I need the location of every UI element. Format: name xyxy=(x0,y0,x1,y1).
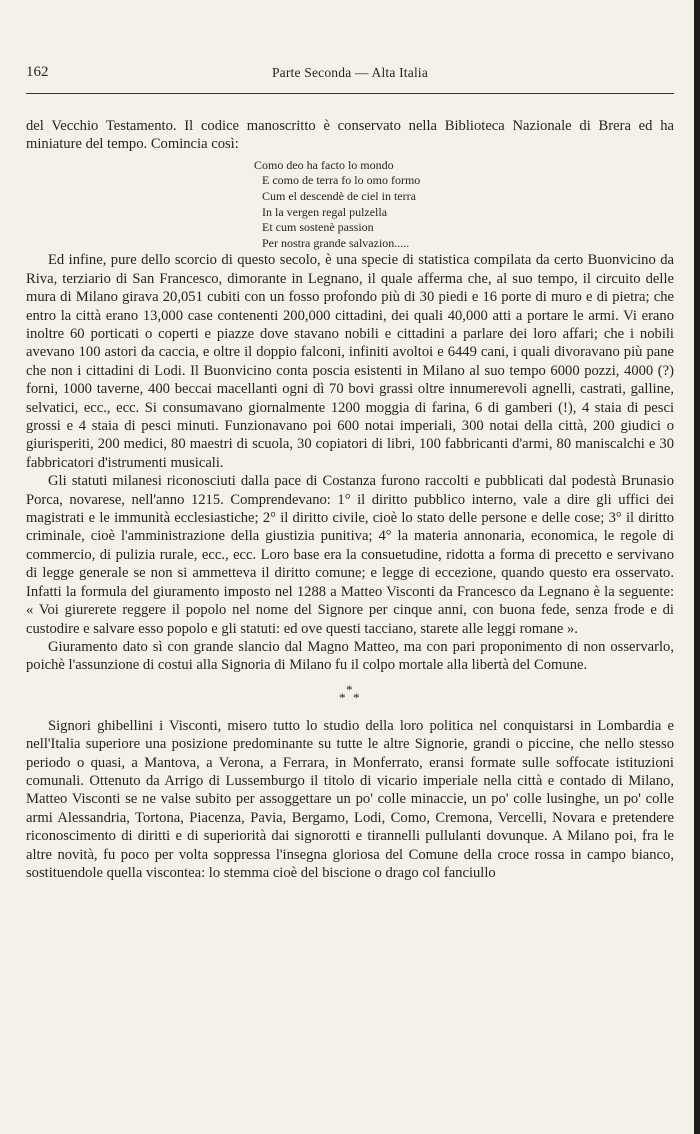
paragraph-5: Signori ghibellini i Visconti, misero tutto lo studio della loro politica nel conquistarsi in Lombardia e nell'Italia superiore una posizione predominante su tutte le altre Signorie, grandi o piccine, che nello stesso periodo o quasi, a Mantova, a Verona, a Ferrara, in Monferrato, eransi formate sulle soffocate istituzioni comunali. Ottenuto da Arrigo di Lussemburgo il titolo di vicario imperiale nella città e contado di Milano, Matteo Visconti se ne valse subito per assoggettare un po' colle minaccie, un po' colle lusinghe, un po' colle armi Alessandria, Tortona, Piacenza, Pavia, Bergamo, Lodi, Como, Cremona, Vercelli, Novara e pretendere riconoscimento di diritti e di superiorità dai signorotti e tirannelli pullulanti dovunque. A Milano poi, fra le altre novità, fu poco per volta soppressa l'insegna gloriosa del Comune della croce rossa in campo bianco, sostituendole quella viscontea: lo stemma cioè del biscione o drago col fanciullo xyxy=(26,717,674,881)
paragraph-3: Gli statuti milanesi riconosciuti dalla pace di Costanza furono raccolti e pubblicati dal podestà Brunasio Porca, novarese, nell'anno 1215. Comprendevano: 1° il diritto pubblico interno, vale a dire gli uffici dei magistrati e le immunità ecclesiastiche; 2° il diritto civile, cioè lo stato delle persone e delle cose; 3° il diritto criminale, cioè l'amministrazione della giustizia punitiva; 4° la materia annonaria, economica, le regole di commercio, di pulizia rurale, ecc., ecc. Loro base era la consuetudine, ridotta a forma di precetto e servivano di legge generale se non si ammetteva il diritto comune; e legge di eccezione, quando questo era osservato. Infatti la formula del giuramento imposto nel 1288 a Matteo Visconti da Francesco da Legnano è la seguente: « Voi giurerete reggere il popolo nel nome del Signore per cinque anni, con buona fede, senza frode e di custodire e salvare esso popolo e gli statuti: ed ove questi tacciano, starete alle leggi romane ». xyxy=(26,473,674,637)
verse-line: Cum el descendè de ciel in terra xyxy=(262,189,416,203)
verse-line: E como de terra fo lo omo formo xyxy=(262,173,421,188)
verse-line: Per nostra grande salvazion..... xyxy=(262,235,410,250)
asterism-star: * xyxy=(346,681,353,697)
paragraph-1: del Vecchio Testamento. Il codice manoscritto è conservato nella Biblioteca Nazionale di Brera ed ha miniature del tempo. Comincia così: xyxy=(26,118,674,153)
page-body xyxy=(26,117,674,882)
verse-line: In la vergen regal pulzella xyxy=(262,204,388,219)
asterism-star: * xyxy=(339,689,346,705)
section-asterism xyxy=(26,675,674,717)
verse-block xyxy=(254,158,674,252)
running-head: Parte Seconda — Alta Italia xyxy=(271,65,429,80)
paragraph-4: Giuramento dato sì con grande slancio dal Magno Matteo, ma con pari proponimento di non osservarlo, poichè l'assunzione di costui alla Signoria di Milano fu il colpo mortale alla libertà del Comune. xyxy=(26,638,674,674)
asterism-star: * xyxy=(353,689,360,705)
paragraph-2: Ed infine, pure dello scorcio di questo secolo, è una specie di statistica compilata da certo Buonvicino da Riva, terziario di San Francesco, dimorante in Legnano, il quale afferma che, al suo tempo, il circuito delle mura di Milano girava 20,051 cubiti con un fosso profondo più di 30 piedi e 16 porte di muro e di pietra; che entro la città erano 13,000 case contenenti 200,000 cittadini, dei quali 40,000 atti a portare le armi. Vi erano inoltre 60 porticati o coperti e piazze dove stavano nobili e cittadini a parlare dei loro affari; che i nobili avevano 100 astori da caccia, e oltre il doppio falconi, infiniti avoltoi e 6449 cani, i quali divoravano più pane che non i cittadini di Lodi. Il Buonvicino conta poscia esistenti in Milano al suo tempo 6000 pozzi, 4000 (?) forni, 1000 taverne, 400 beccai macellanti ogni dì 70 bovi grassi oltre innumerevoli agnelli, castrati, galline, selvatici, ecc., ecc. Si consumavano giornalmente 1200 moggia di farina, 6 di gamberi (!), 4 staia di pesci grossi e 4 staia di pesci minuti. Funzionavano poi 600 notai imperiali, 300 notai della città, 200 giudici o giurisperiti, 200 medici, 80 maestri di scuola, 30 copiatori di libri, 100 fabbricanti d'armi, 80 maniscalchi e 30 fabbricatori d'istrumenti musicali. xyxy=(26,252,674,471)
page-number: 162 xyxy=(26,64,49,80)
verse-line: Et cum sostenè passion xyxy=(262,220,374,235)
page-header xyxy=(26,64,674,86)
page-edge-shadow xyxy=(694,0,700,1134)
header-rule xyxy=(26,93,674,94)
verse-line: Como deo ha facto lo mondo xyxy=(254,157,394,172)
